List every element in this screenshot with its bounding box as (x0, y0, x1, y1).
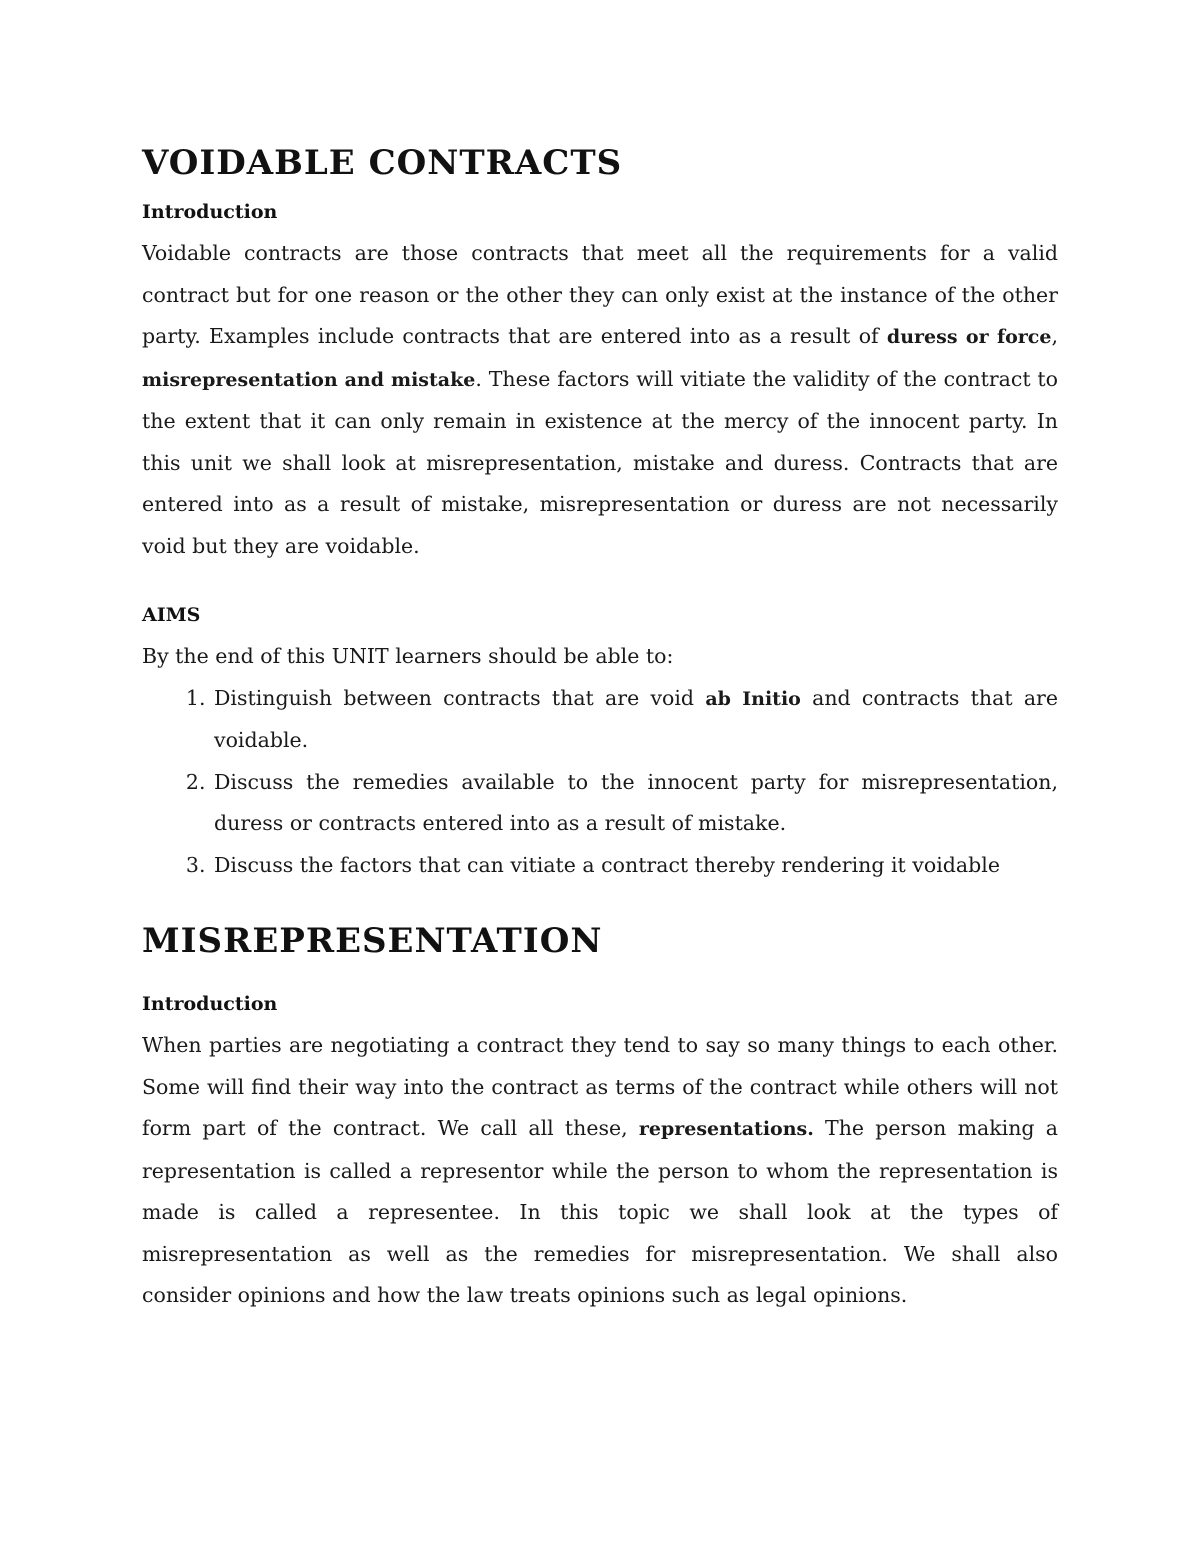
aim1-post: and contracts that are voidable. (214, 685, 1058, 752)
aim-item-3: 3. Discuss the factors that can vitiate a contract thereby rendering it voidable (212, 845, 1058, 887)
aim1-pre: Distinguish between contracts that are void (214, 685, 706, 710)
intro-bold-misrepresentation: misrepresentation and mistake (142, 368, 476, 391)
intro-bold-duress: duress or force (886, 326, 1052, 348)
aims-list (142, 678, 1058, 887)
intro-heading: Introduction (142, 201, 278, 223)
section-title-voidable-contracts: VOIDABLE CONTRACTS (142, 143, 623, 183)
aim-item-2: 2. Discuss the remedies available to the innocent party for misrepresentation, duress or contracts entered into as a result of mistake. (212, 762, 1058, 845)
misrep-text-2: The person making a representation is called a representor while the person to whom the representation is made is called a representee. In this topic we shall look at the types of misrepresentation as well as the remedies for misrepresentation. We shall also consider opinions and how the law treats opinions such as legal opinions. (142, 1116, 1058, 1307)
intro-text-2: . These factors will vitiate the validity of the contract to the extent that it can only remain in existence at the mercy of the innocent party. In this unit we shall look at misrepresentation, mistake and duress. Contracts that are entered into as a result of mistake, misrepresentation or duress are not necessarily void but they are voidable. (142, 366, 1058, 558)
misrep-bold-representations: representations. (638, 1118, 814, 1140)
section-title-misrepresentation: MISREPRESENTATION (142, 921, 603, 961)
aims-heading: AIMS (142, 604, 201, 626)
aim-item-1 (212, 678, 1058, 762)
aims-lead: By the end of this UNIT learners should be able to: (142, 644, 674, 668)
misrep-intro-paragraph (142, 1025, 1058, 1317)
misrep-text-1: When parties are negotiating a contract they tend to say so many things to each other. Some will find their way into the contract as terms of the contract while others will not form part of the contract. We call all these, (142, 1033, 1058, 1140)
document-page (142, 138, 1058, 1317)
intro-text-1: Voidable contracts are those contracts that meet all the requirements for a valid contract but for one reason or the other they can only exist at the instance of the other party. Examples include contracts that are entered into as a result of (142, 241, 1058, 348)
intro-separator: , (1051, 324, 1058, 348)
intro-paragraph (142, 233, 1058, 567)
aim1-bold: ab Initio (705, 687, 801, 710)
misrep-intro-heading: Introduction (142, 993, 278, 1015)
